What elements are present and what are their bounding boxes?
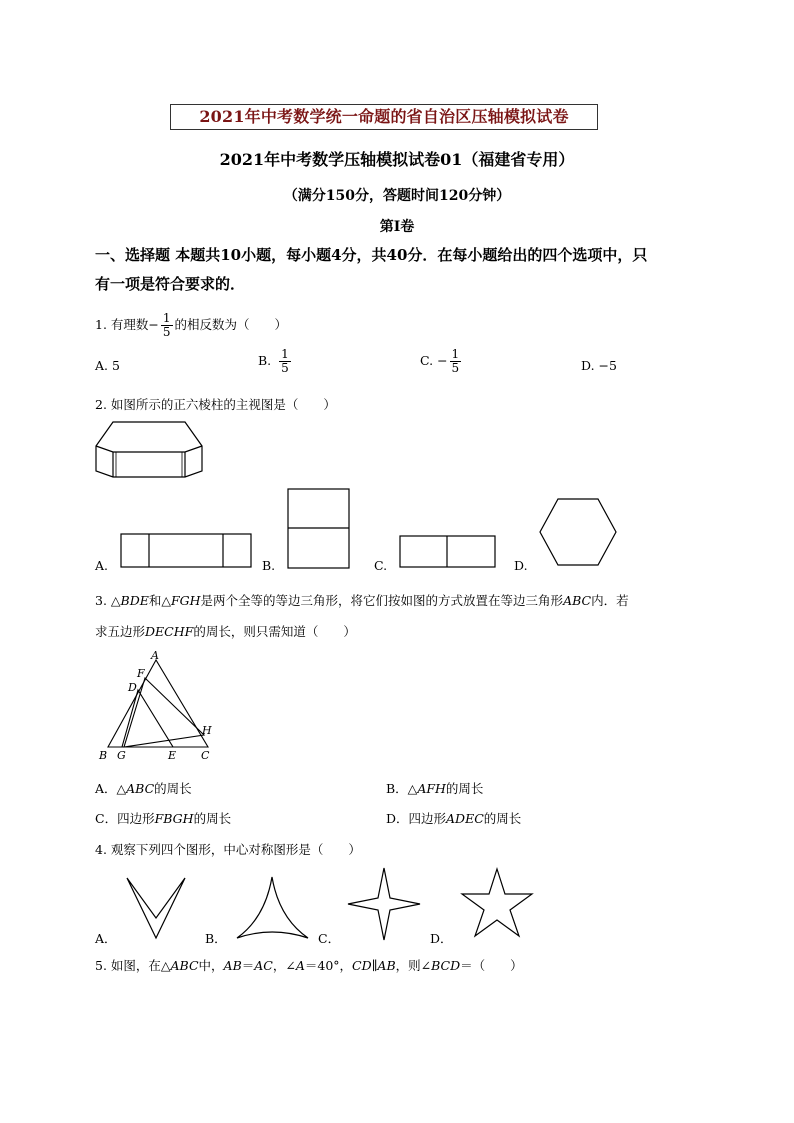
q2-option-a-label: A. [95,558,109,573]
q2-option-c-figure [399,535,497,569]
q2-option-d-hexagon [538,497,618,567]
q4-option-b-label: B． [205,931,227,946]
label-F: F [137,667,145,680]
exam-subtitle: （满分150分，答题时间120分钟） [283,188,511,204]
label-D: D [128,681,137,694]
question-4: 4. 观察下列四个图形，中心对称图形是（ ） [95,842,361,857]
q3-option-d: D．四边形ADEC的周长 [386,811,522,826]
q2-option-b-figure [287,488,351,570]
label-E: E [168,749,177,762]
q2-option-a-figure [120,533,252,569]
q2-option-b-label: B. [262,558,276,573]
q1-option-d: D. −5 [581,358,617,373]
q2-option-c-label: C. [374,558,388,573]
q1-option-b: B. $\frac{1}{5}$ [258,347,289,375]
label-C: C [201,749,210,762]
volume-heading: 第Ⅰ卷 [379,219,415,235]
question-5: 5. 如图，在△ABC中，AB＝AC，∠A＝40°，CD∥AB，则∠BCD＝（ ） [95,958,523,973]
q4-option-d-five-point-star [459,866,535,940]
q4-option-c-four-point-star [346,866,422,942]
q3-triangle-figure [96,646,220,766]
q1-prefix: 1. 有理数− [95,317,159,332]
q3-option-c: C．四边形FBGH的周长 [95,811,232,826]
q1-option-a: A. 5 [95,358,120,373]
q1-suffix: 的相反数为（ ） [174,317,288,332]
exam-title: 2021年中考数学压轴模拟试卷01（福建省专用） [219,150,575,169]
q3-option-a: A．△ABC的周长 [95,781,192,796]
question-2: 2. 如图所示的正六棱柱的主视图是（ ） [95,397,336,412]
question-3-line2: 求五边形DECHF的周长，则只需知道（ ） [95,624,356,639]
section-heading-line1: 一、选择题 本题共10小题，每小题4分，共40分．在每小题给出的四个选项中，只 [95,246,648,264]
section-heading [95,241,715,299]
q4-option-c-label: C． [318,931,341,946]
q4-option-a-label: A． [95,931,117,946]
label-A: A [151,649,159,662]
q3-option-b: B．△AFH的周长 [386,781,484,796]
section-heading-line2: 有一项是符合要求的． [95,275,246,293]
question-1 [95,312,287,339]
q1-option-c: C. − $\frac{1}{5}$ [420,347,460,375]
label-H: H [202,724,212,737]
q4-option-b-curved-triangle [234,874,310,942]
q4-option-a-chevron-shape [124,874,188,942]
label-G: G [117,749,126,762]
q4-option-d-label: D． [430,931,453,946]
hexagonal-prism-figure [93,419,205,481]
exam-series-banner: 2021年中考数学统一命题的省自治区压轴模拟试卷 [170,104,598,130]
question-3-line1: 3. △BDE和△FGH是两个全等的等边三角形，将它们按如图的方式放置在等边三角形ABC内．若 [95,593,629,608]
q2-option-d-label: D. [514,558,528,573]
q1-fraction: $\frac{1}{5}$ [162,311,171,339]
label-B: B [99,749,108,762]
